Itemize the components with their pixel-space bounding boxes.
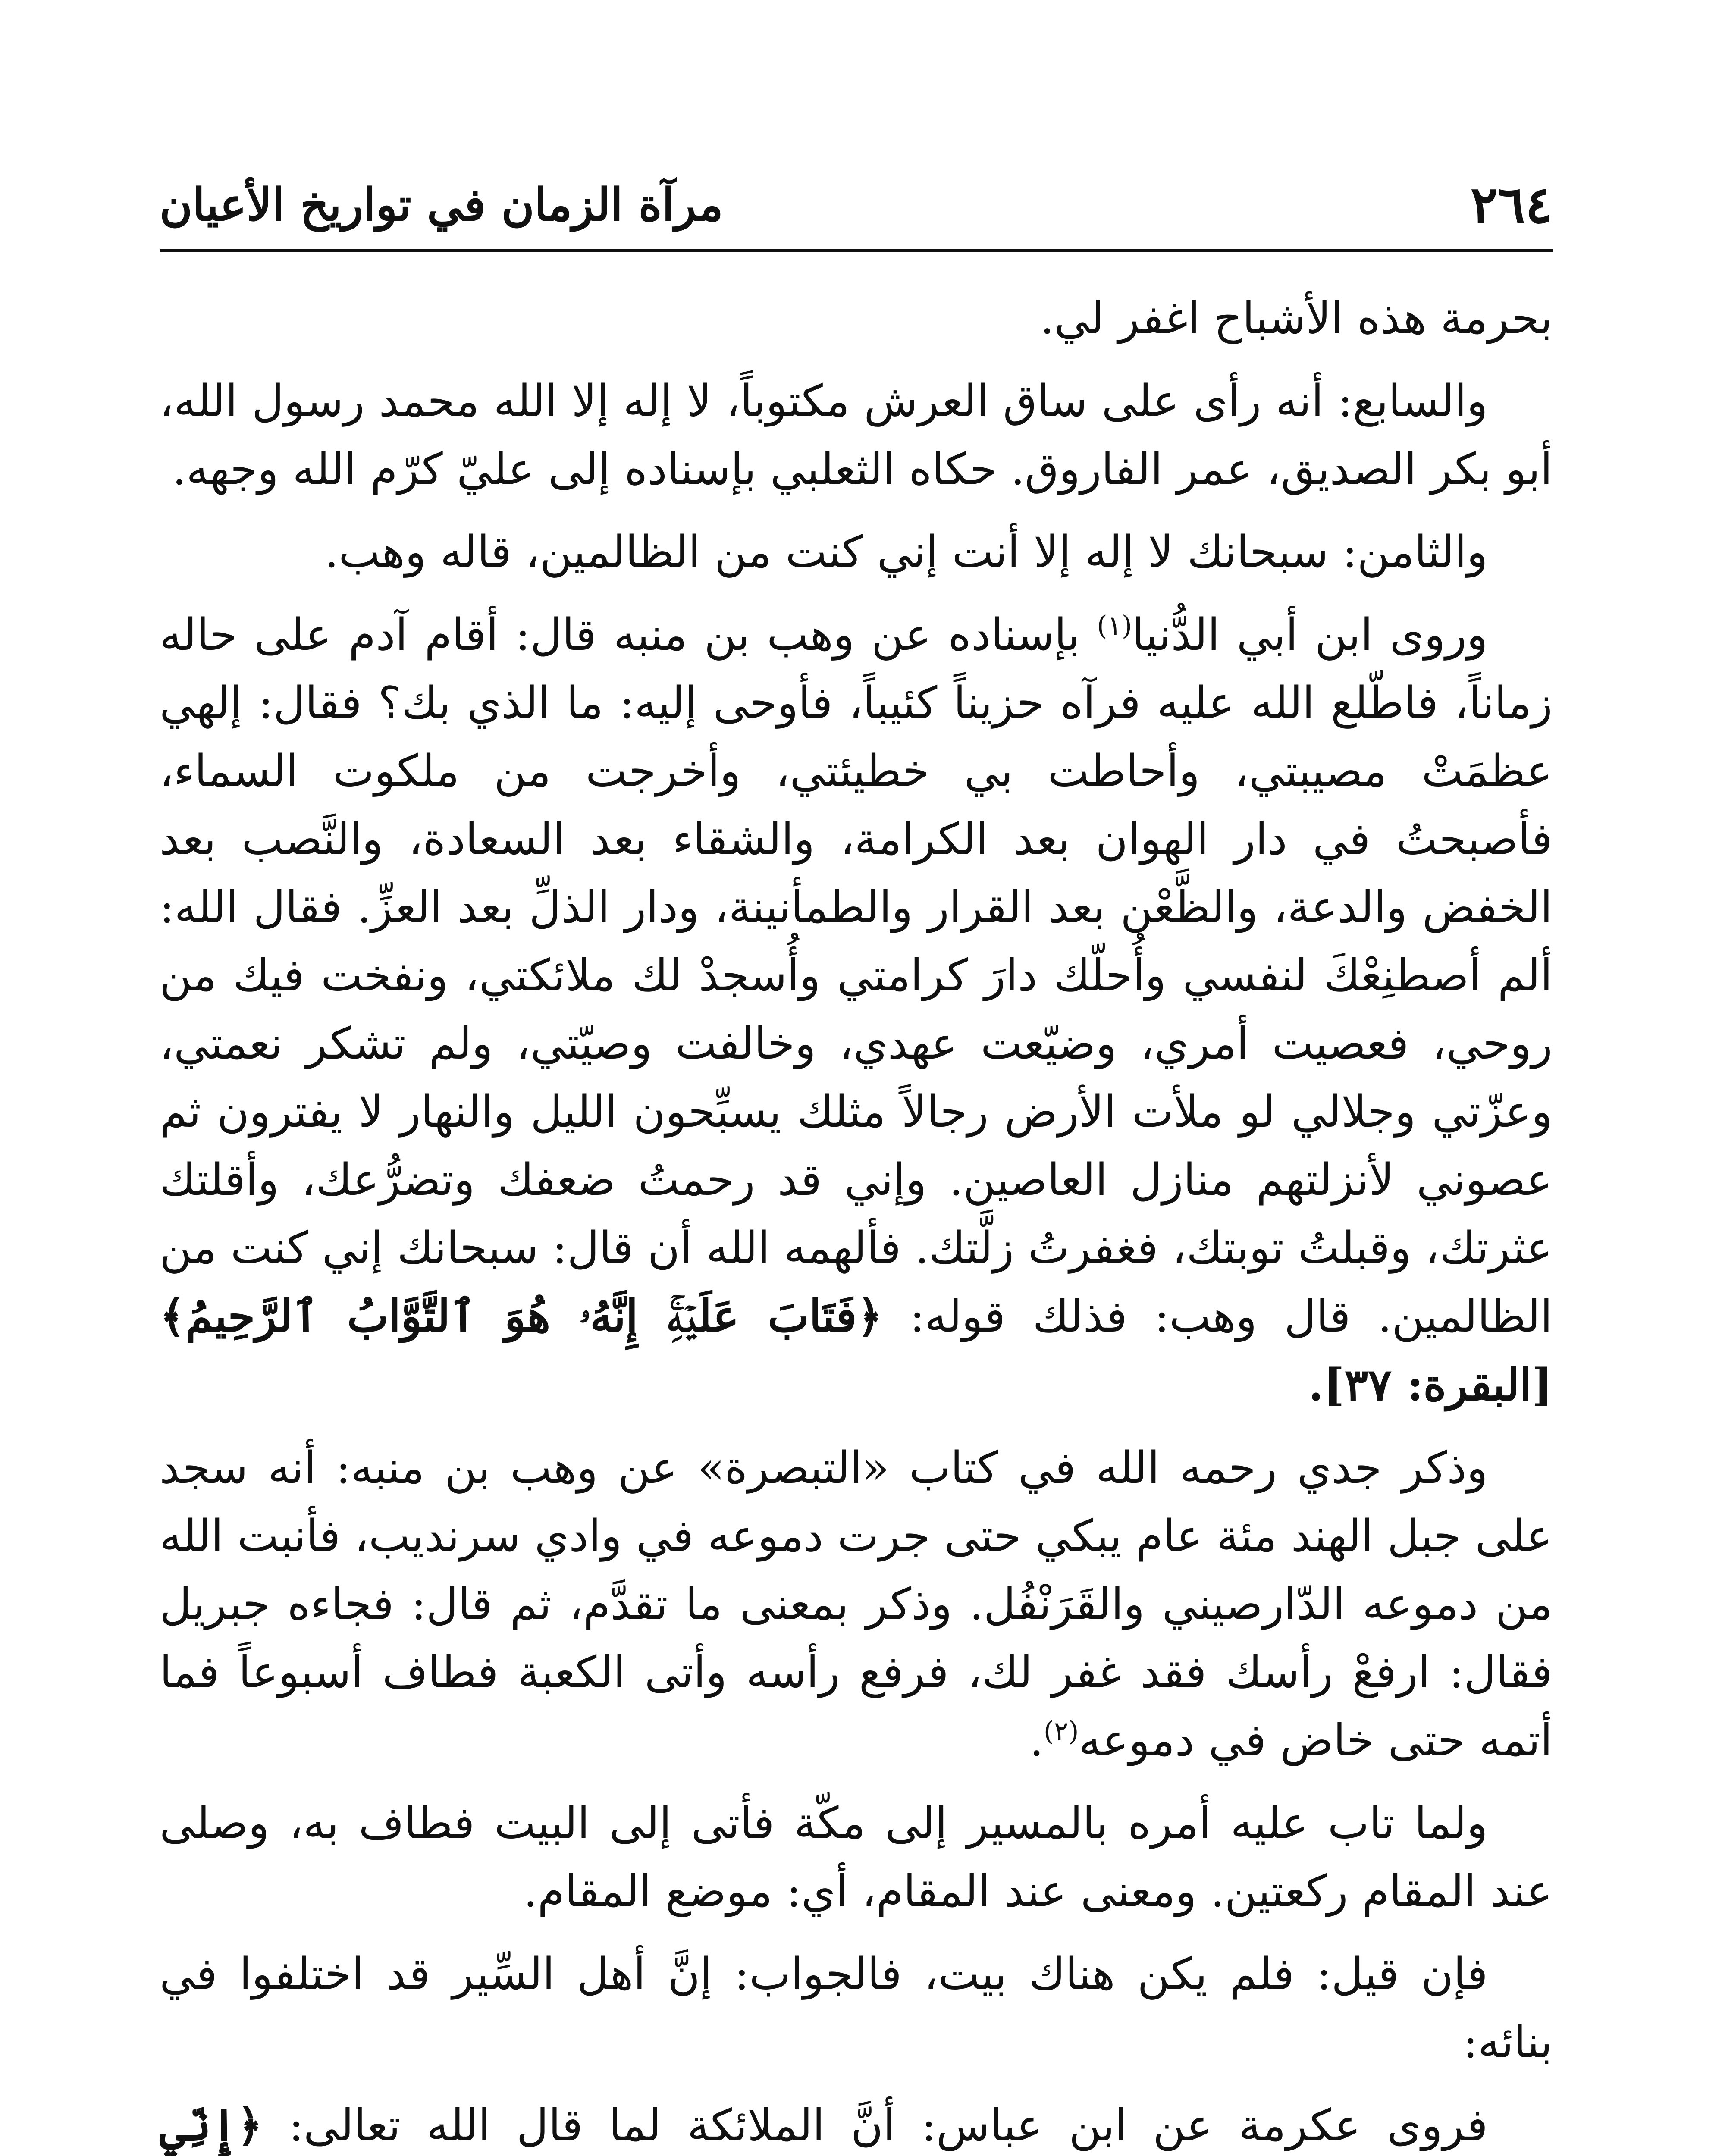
paragraph-5 <box>160 1434 1553 1775</box>
paragraph-5-body: وذكر جدي رحمه الله في كتاب «التبصرة» عن وهب بن منبه: أنه سجد على جبل الهند مئة عام يبكي حتى جرت دموعه في وادي سرنديب، فأنبت الله من دموعه الدّارصيني والقَرَنْفُل. وذكر بمعنى ما تقدَّم، ثم قال: فجاءه جبريل فقال: ارفعْ رأسك فقد غفر لك، فرفع رأسه وأتى الكعبة فطاف أسبوعاً فما أتمه حتى خاض في دموعه <box>160 1442 1553 1766</box>
paragraph-8-body: فروى عكرمة عن ابن عباس: أنَّ الملائكة لما قال الله تعالى: <box>263 2100 1488 2151</box>
paragraph-4-start: وروى ابن أبي الدُّنيا <box>1132 609 1488 661</box>
quran-verse-2: ﴿إِنِّي <box>160 2100 263 2151</box>
paragraph-4-body: بإسناده عن وهب بن منبه قال: أقام آدم على حاله زماناً، فاطّلع الله عليه فرآه حزيناً كئيباً، فأوحى إليه: ما الذي بك؟ فقال: إلهي عظمَتْ مصيبتي، وأحاطت بي خطيئتي، وأخرجت من ملكوت السماء، فأصبحتُ في دار الهوان بعد الكرامة، والشقاء بعد السعادة، والنَّصب بعد الخفض والدعة، والظَّعْن بعد القرار والطمأنينة، ودار الذلِّ بعد العزِّ. فقال الله: ألم أصطنِعْكَ لنفسي وأُحلّك دارَ كرامتي وأُسجدْ لك ملائكتي، ونفخت فيك من روحي، فعصيت أمري، وضيّعت عهدي، وخالفت وصيّتي، ولم تشكر نعمتي، وعزّتي وجلالي لو ملأت الأرض رجالاً مثلك يسبِّحون الليل والنهار لا يفترون ثم عصوني لأنزلتهم منازل العاصين. وإني قد رحمتُ ضعفك وتضرُّعك، وأقلتك عثرتك، وقبلتُ توبتك، فغفرتُ زلَّتك. فألهمه الله أن قال: سبحانك إني كنت من الظالمين. قال وهب: فذلك قوله: <box>160 609 1553 1342</box>
footnote-ref-1[interactable]: (١) <box>1097 610 1132 641</box>
paragraph-7: فإن قيل: فلم يكن هناك بيت، فالجواب: إنَّ أهل السِّير قد اختلفوا في بنائه: <box>160 1949 1553 2068</box>
paragraph-6: ولما تاب عليه أمره بالمسير إلى مكّة فأتى إلى البيت فطاف به، وصلى عند المقام ركعتين. ومعنى عند المقام، أي: موضع المقام. <box>160 1798 1553 1917</box>
paragraph-5-end: . <box>1029 1715 1044 1766</box>
quran-verse: ﴿فَتَابَ عَلَيۡهِۚ إِنَّهُۥ هُوَ ٱلتَّوَّابُ ٱلرَّحِيمُ﴾ <box>160 1291 883 1342</box>
running-header <box>160 164 1553 246</box>
page-number: ٢٦٤ <box>1470 175 1553 235</box>
paragraph-3: والثامن: سبحانك لا إله إلا أنت إني كنت من الظالمين، قاله وهب. <box>324 526 1488 578</box>
paragraph-1: بحرمة هذه الأشباح اغفر لي. <box>1040 293 1553 344</box>
main-text <box>160 285 1553 2156</box>
paragraph-4 <box>160 601 1553 1420</box>
header-rule <box>160 249 1553 252</box>
quran-citation: [البقرة: ٣٧]. <box>1308 1359 1553 1411</box>
paragraph-8 <box>160 2091 1553 2156</box>
book-title: مرآة الزمان في تواريخ الأعيان <box>160 178 724 231</box>
paragraph-2: والسابع: أنه رأى على ساق العرش مكتوباً، لا إله إلا الله محمد رسول الله، أبو بكر الصديق، عمر الفاروق. حكاه الثعلبي بإسناده إلى عليّ كرّم الله وجهه. <box>160 376 1553 495</box>
footnote-ref-2[interactable]: (٢) <box>1043 1715 1079 1747</box>
